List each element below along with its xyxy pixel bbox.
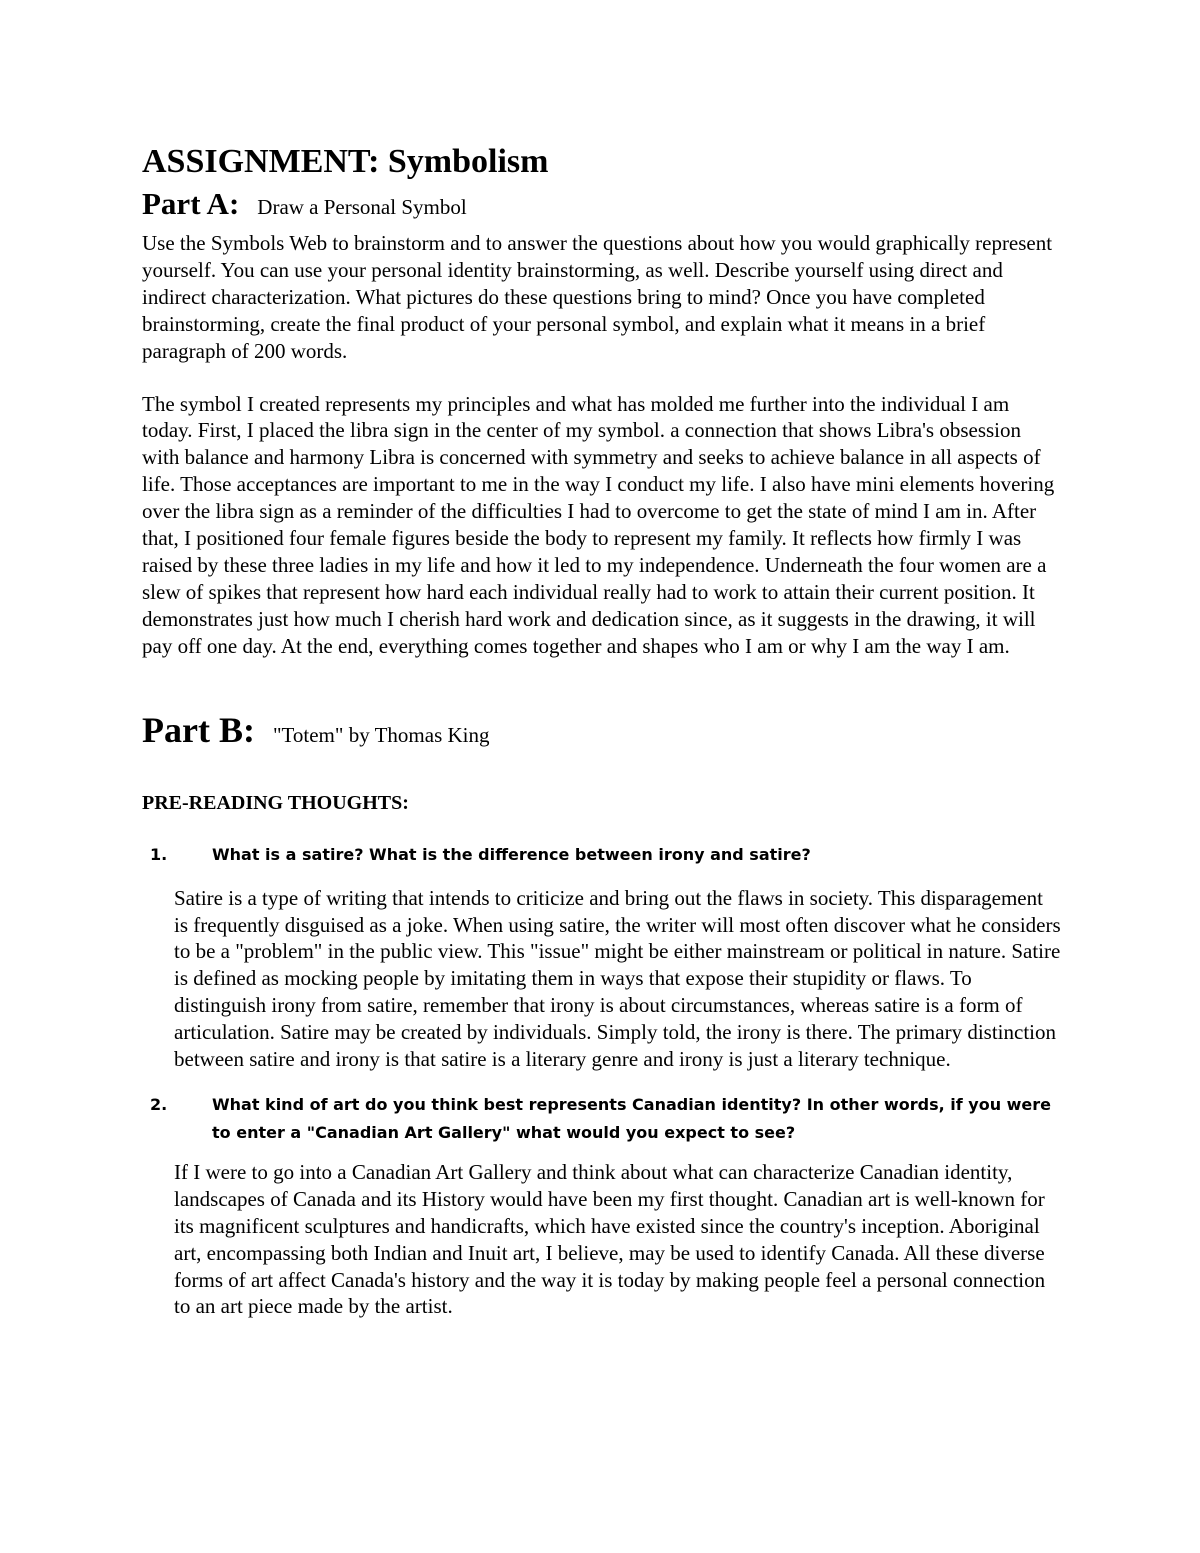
part-a-instructions: Use the Symbols Web to brainstorm and to answer the questions about how you would graphically represent yourself. You can use your personal identity brainstorming, as well. Describe yourself using direct and indirect characterization. What pictures do these questions bring to mind? Once you have completed brainstorming, create the final product of your personal symbol, and explain what it means in a brief paragraph of 200 words. (142, 231, 1053, 363)
answer-1: Satire is a type of writing that intends to criticize and bring out the flaws in society. This disparagement is frequently disguised as a joke. When using satire, the writer will most often discover what he considers to be a "problem" in the public view. This "issue" might be either mainstream or political in nature. Satire is defined as mocking people by imitating them in ways that expose their stupidity or flaws. To distinguish irony from satire, remember that irony is about circumstances, whereas satire is a form of articulation. Satire may be created by individuals. Simply told, the irony is there. The primary distinction between satire and irony is that satire is a literary genre and irony is just a literary technique. (174, 885, 1061, 1072)
question-1-number: 1. (150, 844, 168, 864)
assignment-title: ASSIGNMENT: Symbolism (142, 143, 549, 180)
question-2 (142, 1091, 1062, 1147)
part-b-heading (142, 710, 1062, 758)
part-b-subtitle: "Totem" by Thomas King (272, 722, 490, 747)
question-2-text: What kind of art do you think best represents Canadian identity? In other words, if you were to enter a "Canadian Art Gallery" what would you expect to see? (212, 1094, 1052, 1142)
part-a-response: The symbol I created represents my principles and what has molded me further into the individual I am today. First, I placed the libra sign in the center of my symbol. a connection that shows Libra's obsession with balance and harmony Libra is concerned with symmetry and seeks to achieve balance in all aspects of life. Those acceptances are important to me in the way I conduct my life. I also have mini elements hovering over the libra sign as a reminder of the difficulties I had to overcome to get the state of mind I am in. After that, I positioned four female figures beside the body to represent my family. It reflects how firmly I was raised by these three ladies in my life and how it led to my independence. Underneath the four women are a slew of spikes that represent how hard each individual really had to work to attain their current position. It demonstrates just how much I cherish hard work and dedication since, as it suggests in the drawing, it will pay off one day. At the end, everything comes together and shapes who I am or why I am the way I am. (142, 391, 1055, 658)
question-1 (142, 841, 1062, 869)
part-a-heading (142, 184, 1062, 230)
answer-2: If I were to go into a Canadian Art Gallery and think about what can characterize Canadian identity, landscapes of Canada and its History would have been my first thought. Canadian art is well-known for its magnificent sculptures and handicrafts, which have existed since the country's inception. Aboriginal art, encompassing both Indian and Inuit art, I believe, may be used to identify Canada. All these diverse forms of art affect Canada's history and the way it is today by making people feel a personal connection to an art piece made by the artist. (174, 1159, 1046, 1319)
part-a-subtitle: Draw a Personal Symbol (257, 195, 467, 219)
question-1-text: What is a satire? What is the difference between irony and satire? (212, 844, 811, 864)
part-b-label: Part B: (142, 709, 255, 750)
part-a-label: Part A: (142, 186, 240, 221)
paragraph-spacer (142, 365, 1062, 391)
question-2-number: 2. (150, 1094, 168, 1114)
pre-reading-heading: PRE-READING THOUGHTS: (142, 791, 409, 814)
document-page (142, 140, 1062, 1320)
